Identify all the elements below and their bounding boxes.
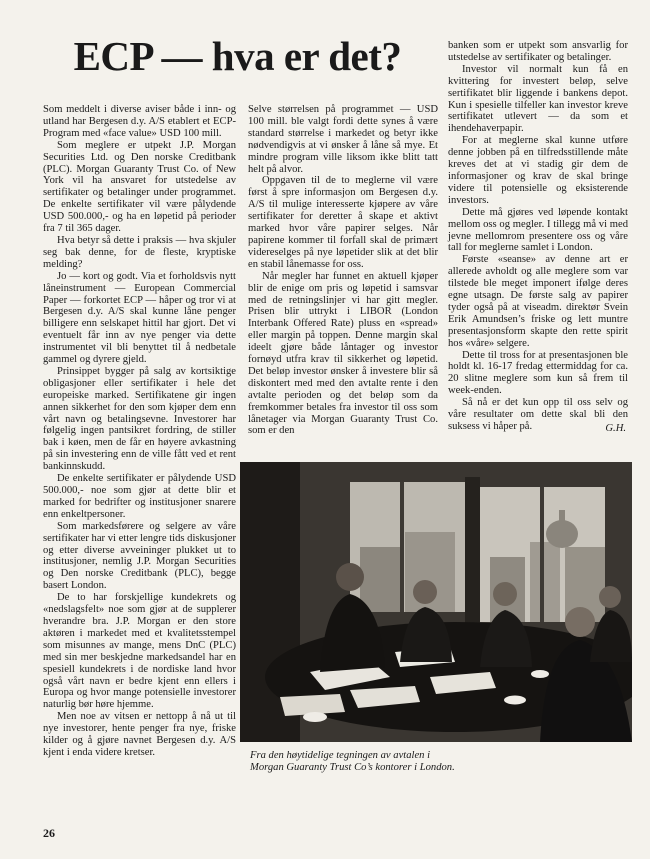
article-paragraph: Men noe av vitsen er nettopp å nå ut til nye investorer, hente penger fra nye, friske kilder og å gjøre navnet Bergesen d.y. A/S kjent i enda videre kretser. [43,711,236,758]
article-paragraph: Dette må gjøres ved løpende kontakt mellom oss og megler. I tillegg må vi med jevne mellomrom presentere oss og våre tall for meglerne samlet i London. [448,206,628,254]
text-column-1 [43,104,236,759]
article-paragraph: banken som er utpekt som ansvarlig for utstedelse av sertifikater og betalinger. [448,40,628,63]
article-paragraph: Hva betyr så dette i praksis — hva skjuler seg bak denne, for de fleste, kryptiske melding? [43,234,236,270]
article-paragraph: Som markedsførere og selgere av våre sertifikater har vi etter lengre tids diskusjoner og etter diverse avveininger plukket ut to institusjoner, nemlig J.P. Morgan Securities og Den norske Creditbank (PLC), begge basert London. [43,520,236,592]
article-paragraph: For at meglerne skal kunne utføre denne jobben på en tilfredsstillende måte kreves det at vi stadig gir dem de informasjoner og krav de skal bringe videre til potensielle og eksisterende investors. [448,135,628,206]
article-paragraph: Så nå er det kun opp til oss selv og våre resultater om dette skal bli den suksess vi håper på. [448,397,628,432]
text-column-2 [248,104,438,437]
article-paragraph: Som meddelt i diverse aviser både i inn- og utland har Bergesen d.y. A/S etablert et ECP-Program med «face value» USD 100 mill. [43,104,236,139]
page-number: 26 [43,826,55,840]
article-title: ECP — hva er det? [73,33,402,79]
photo-caption: Fra den høytidelige tegningen av avtalen i Morgan Guaranty Trust Co’s kontorer i London. [250,750,455,773]
article-paragraph: Første «seanse» av denne art er allerede avholdt og alle meglere som var tilstede ble meget imponert ifølge deres egne utsagn. De første salg av papirer tyder også på at viseadm. direktør Svein Erik Amundsen’s friske og lett muntre presentasjonsform skapte den rette spirit hos «våre» selgere. [448,254,628,349]
meeting-photo [240,462,632,742]
meeting-photo-illustration [240,462,632,742]
article-paragraph: Som meglere er utpekt J.P. Morgan Securities Ltd. og Den norske Creditbank (PLC). Morgan Guaranty Trust Co. of New York vil ha ansvaret for utstedelse av sertifikater og betalinger under programmet. De enkelte sertifikater vil være pålydende USD 500.000,- og ha en løpetid på perioder fra 7 til 365 dager. [43,139,236,235]
article-paragraph: Jo — kort og godt. Via et forholdsvis nytt låneinstrument — European Commercial Paper — forkortet ECP — håper og tror vi at Bergesen d.y. A/S skal kunne låne penger billigere enn selskapet hittil har gjort. Det vi eventuelt får inn av nye penger via dette instrumentet vil bli benyttet til å nedbetale gammel og dyrere gjeld. [43,270,236,366]
article-paragraph: Dette til tross for at presentasjonen ble holdt kl. 16-17 fredag ettermiddag for ca. 20 slitne meglere som kun så frem til week-enden. [448,349,628,397]
article-paragraph: De enkelte sertifikater er pålydende USD 500.000,- noe som gjør at dette blir et marked for bedrifter og institusjoner snarere enn enkeltpersoner. [43,473,236,520]
article-paragraph: Investor vil normalt kun få en kvittering for investert beløp, selve sertifikatet blir liggende i bankens depot. Kun i spesielle tilfeller kan investor kreve sertifikatet utlevert — da som et ihendehaverpapir. [448,63,628,135]
article-paragraph: Oppgaven til de to meglerne vil være først å spre informasjon om Bergesen d.y. A/S til mulige interesserte kjøpere av våre sertifikater for deretter å skape et aktivt marked hvor våre papirer selges. Når papirene kommer til forfall skal de primært videreselges på nye løpetider slik at det blir en stabil lånemasse for oss. [248,175,438,270]
text-column-3 [448,40,628,433]
article-paragraph: Selve størrelsen på programmet — USD 100 mill. ble valgt fordi dette synes å være standard størrelse i markedet og betyr ikke nødvendigvis at vi ønsker å låne så mye. Et mindre program ville liksom ikke blitt tatt helt på alvor. [248,104,438,175]
article-paragraph: Når megler har funnet en aktuell kjøper blir de enige om pris og løpetid i samsvar med de retningslinjer vi har gitt megler. Prisen blir uttrykt i LIBOR (London Interbank Offered Rate) pluss en «spread» eller margin på toppen. Denne margin skal ideelt gjøre både låntager og investor fornøyd utfra krav til sikkerhet og løpetid. Det beløp investor ønsker å investere blir så diskontert med med den avtalte rente i den avtalte perioden og det beløp som da fremkommer betales fra investor til oss som lånetager via Morgan Guaranty Trust Co. som er den [248,270,438,437]
article-paragraph: Prinsippet bygger på salg av kortsiktige obligasjoner eller sertifikater i hele det europeiske marked. Sertifikatene gir ingen annen sikkerhet for den som kjøper dem enn vårt navn og betalingsevne. Investorer har følgelig ingen pantsikret fordring, de stiller bak i køen, men de får en høyere avkastning på sin investering enn de ville fått ved et rent bankinnskudd. [43,365,236,473]
article-paragraph: De to har forskjellige kundekrets og «nedslagsfelt» noe som gjør at de supplerer hverandre bra. J.P. Morgan er den store aktøren i markedet med et kvalitetsstempel som misunnes av mange, mens DnC (PLC) med sin mer beskjedne markedsandel har en spesiell kundekrets i de nordiske land hvor også vårt navn er bedre kjent enn ellers i Europa og hvor mange potensielle investorer naturlig bør høre hjemme. [43,592,236,711]
author-signature: G.H. [605,423,626,434]
